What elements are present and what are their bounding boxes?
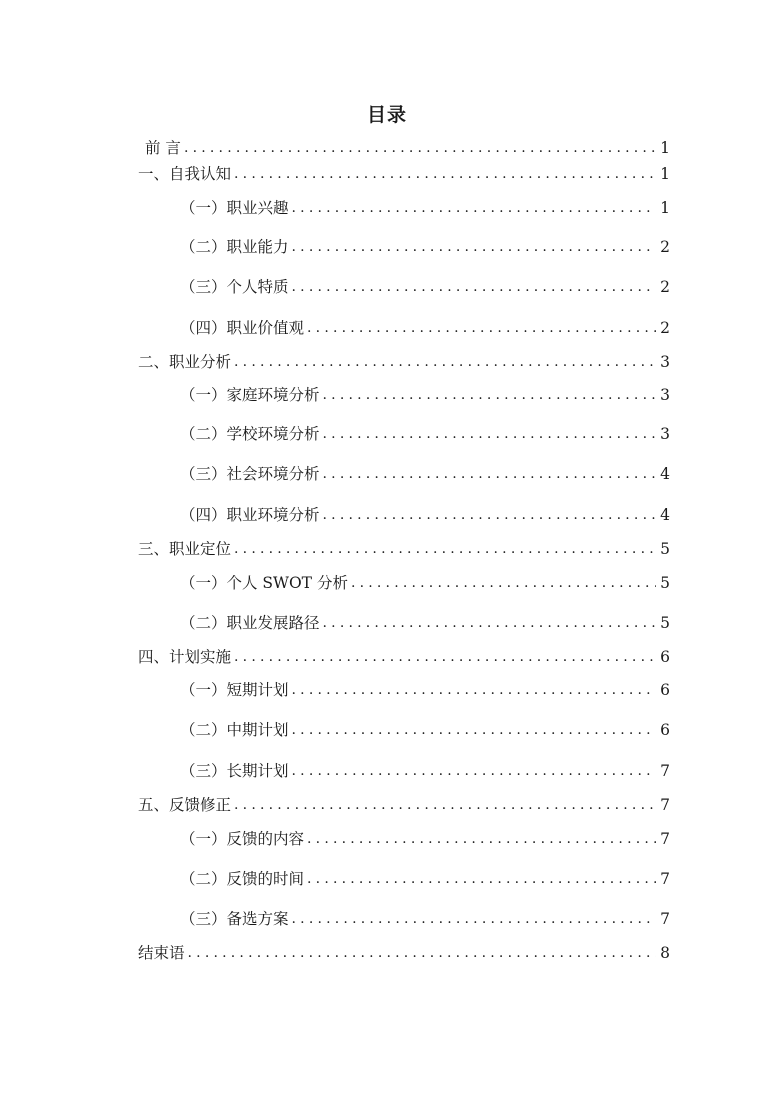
toc-dot-leader (323, 383, 656, 407)
toc-entry-label: （四）职业价值观 (180, 319, 305, 337)
toc-dot-leader (234, 793, 656, 817)
toc-entry-label: （二）职业发展路径 (180, 614, 320, 632)
toc-entry-page-number: 2 (660, 319, 670, 337)
toc-entry[interactable] (138, 537, 670, 561)
toc-entry-label: （三）长期计划 (180, 762, 289, 780)
toc-entry-page-number: 1 (660, 165, 670, 183)
toc-entry-page-number: 4 (660, 465, 670, 483)
toc-entry[interactable] (180, 867, 670, 891)
toc-entry-page-number: 2 (660, 238, 670, 256)
toc-entry-label: （三）社会环境分析 (180, 465, 320, 483)
toc-entry-label: 前 言 (145, 139, 181, 157)
toc-entry-page-number: 7 (660, 910, 670, 928)
toc-entry[interactable] (180, 678, 670, 702)
toc-dot-leader (292, 718, 656, 742)
toc-entry[interactable] (180, 383, 670, 407)
toc-entry[interactable] (138, 793, 670, 817)
toc-entry-label: （一）反馈的内容 (180, 830, 305, 848)
toc-entry[interactable] (180, 275, 670, 299)
toc-dot-leader (234, 350, 656, 374)
toc-entry[interactable] (180, 503, 670, 527)
toc-entry-page-number: 6 (660, 648, 670, 666)
toc-dot-leader (323, 611, 656, 635)
toc-entry-label: 三、职业定位 (138, 540, 232, 558)
toc-dot-leader (292, 907, 656, 931)
toc-entry-page-number: 5 (660, 574, 670, 592)
toc-entry-page-number: 6 (660, 681, 670, 699)
toc-entry-page-number: 5 (660, 614, 670, 632)
toc-entry-page-number: 6 (660, 721, 670, 739)
toc-entry-page-number: 7 (660, 762, 670, 780)
toc-dot-leader (184, 136, 656, 160)
toc-entry-page-number: 7 (660, 796, 670, 814)
toc-dot-leader (307, 827, 656, 851)
toc-entry-page-number: 1 (660, 139, 670, 157)
toc-entry-page-number: 4 (660, 506, 670, 524)
toc-entry[interactable] (180, 316, 670, 340)
toc-dot-leader (292, 235, 656, 259)
toc-entry-label: 四、计划实施 (138, 648, 232, 666)
toc-entry-label: 二、职业分析 (138, 353, 232, 371)
toc-entry-label: （二）职业能力 (180, 238, 289, 256)
toc-entry[interactable] (180, 907, 670, 931)
toc-dot-leader (234, 537, 656, 561)
toc-entry-label: 五、反馈修正 (138, 796, 232, 814)
toc-entry[interactable] (138, 645, 670, 669)
toc-dot-leader (292, 196, 656, 220)
toc-entry-label: （一）短期计划 (180, 681, 289, 699)
toc-entry-label: 结束语 (138, 944, 185, 962)
toc-dot-leader (351, 571, 656, 595)
toc-entry-page-number: 3 (660, 386, 670, 404)
toc-dot-leader (292, 678, 656, 702)
toc-dot-leader (323, 462, 656, 486)
toc-dot-leader (323, 503, 656, 527)
toc-entry-label: （一）个人 SWOT 分析 (180, 574, 348, 592)
toc-entry[interactable] (180, 571, 670, 595)
toc-entry-page-number: 1 (660, 199, 670, 217)
toc-entry[interactable] (180, 718, 670, 742)
toc-entry-page-number: 3 (660, 353, 670, 371)
toc-entry-page-number: 7 (660, 870, 670, 888)
toc-entry[interactable] (180, 462, 670, 486)
toc-entry-label: （一）家庭环境分析 (180, 386, 320, 404)
toc-dot-leader (292, 759, 656, 783)
toc-dot-leader (292, 275, 656, 299)
toc-dot-leader (234, 645, 656, 669)
toc-entry[interactable] (180, 235, 670, 259)
toc-dot-leader (234, 162, 656, 186)
toc-entry[interactable] (138, 941, 670, 965)
toc-dot-leader (188, 941, 656, 965)
toc-entry-page-number: 2 (660, 278, 670, 296)
toc-entry[interactable] (138, 162, 670, 186)
toc-entry-label: （二）反馈的时间 (180, 870, 305, 888)
toc-entry-label: （三）个人特质 (180, 278, 289, 296)
toc-dot-leader (307, 867, 656, 891)
toc-dot-leader (323, 422, 656, 446)
toc-entry-label: （一）职业兴趣 (180, 199, 289, 217)
toc-dot-leader (307, 316, 656, 340)
toc-entry[interactable] (180, 759, 670, 783)
toc-entry-page-number: 7 (660, 830, 670, 848)
toc-entry-page-number: 5 (660, 540, 670, 558)
toc-entry-label: （二）中期计划 (180, 721, 289, 739)
toc-title: 目录 (366, 104, 407, 126)
toc-entry-page-number: 3 (660, 425, 670, 443)
toc-entry[interactable] (145, 136, 670, 160)
toc-entry-page-number: 8 (660, 944, 670, 962)
toc-entry-label: （四）职业环境分析 (180, 506, 320, 524)
toc-entry[interactable] (138, 350, 670, 374)
toc-entry-label: （二）学校环境分析 (180, 425, 320, 443)
toc-entry[interactable] (180, 196, 670, 220)
toc-entry[interactable] (180, 611, 670, 635)
toc-entry-label: （三）备选方案 (180, 910, 289, 928)
toc-entry[interactable] (180, 827, 670, 851)
toc-entry-label: 一、自我认知 (138, 165, 232, 183)
toc-entry[interactable] (180, 422, 670, 446)
